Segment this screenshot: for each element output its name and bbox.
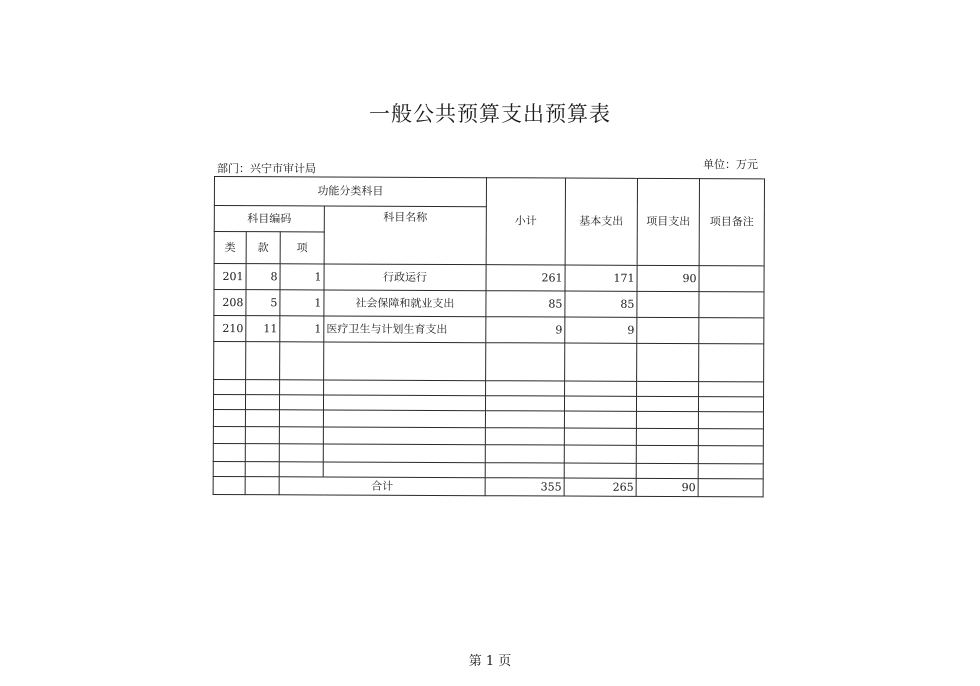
total-subtotal: 355 bbox=[485, 478, 564, 496]
table-row bbox=[214, 316, 764, 344]
row-class: 210 bbox=[214, 316, 246, 342]
project-expenditure-header: 项目支出 bbox=[637, 178, 699, 265]
row-subtotal: 9 bbox=[486, 317, 565, 343]
row-subtotal: 261 bbox=[486, 265, 565, 291]
row-remark bbox=[699, 318, 764, 344]
subtotal-header: 小计 bbox=[486, 178, 565, 265]
project-remarks-header: 项目备注 bbox=[699, 179, 764, 266]
row-section: 5 bbox=[246, 290, 280, 316]
table-row bbox=[214, 290, 764, 318]
functional-category-header: 功能分类科目 bbox=[214, 177, 486, 207]
page-title: 一般公共预算支出预算表 bbox=[369, 102, 611, 126]
item-header: 项 bbox=[280, 232, 324, 264]
table-row bbox=[214, 264, 764, 292]
basic-expenditure-header: 基本支出 bbox=[565, 178, 637, 265]
row-project bbox=[637, 291, 699, 317]
subject-name-header: 科目名称 bbox=[324, 206, 486, 265]
class-header: 类 bbox=[214, 232, 246, 264]
row-project bbox=[637, 317, 699, 343]
subject-code-header: 科目编码 bbox=[214, 206, 324, 232]
row-item: 1 bbox=[280, 316, 324, 342]
row-basic: 85 bbox=[565, 291, 637, 317]
page-number: 第 1 页 bbox=[468, 654, 512, 669]
header-row-1 bbox=[214, 177, 764, 208]
row-name: 行政运行 bbox=[324, 264, 486, 291]
row-basic: 171 bbox=[565, 265, 637, 291]
section-header: 款 bbox=[246, 232, 280, 264]
row-item: 1 bbox=[280, 264, 324, 290]
total-row bbox=[213, 476, 763, 496]
unit-label: 单位：万元 bbox=[703, 158, 758, 171]
row-class: 201 bbox=[214, 264, 246, 290]
empty-row bbox=[214, 342, 764, 382]
row-subtotal: 85 bbox=[486, 291, 565, 317]
total-basic: 265 bbox=[564, 478, 636, 496]
row-section: 11 bbox=[246, 316, 280, 342]
row-remark bbox=[699, 266, 764, 292]
total-project: 90 bbox=[636, 478, 698, 496]
row-class: 208 bbox=[214, 290, 246, 316]
row-item: 1 bbox=[280, 290, 324, 316]
row-basic: 9 bbox=[565, 317, 637, 343]
row-name: 医疗卫生与计划生育支出 bbox=[324, 316, 486, 343]
empty-row bbox=[213, 443, 763, 463]
row-remark bbox=[699, 292, 764, 318]
total-label: 合计 bbox=[279, 477, 485, 496]
budget-table bbox=[213, 176, 765, 497]
row-section: 8 bbox=[246, 264, 280, 290]
row-project: 90 bbox=[637, 265, 699, 291]
row-name: 社会保障和就业支出 bbox=[324, 290, 486, 317]
department-label: 部门：兴宁市审计局 bbox=[217, 162, 316, 175]
